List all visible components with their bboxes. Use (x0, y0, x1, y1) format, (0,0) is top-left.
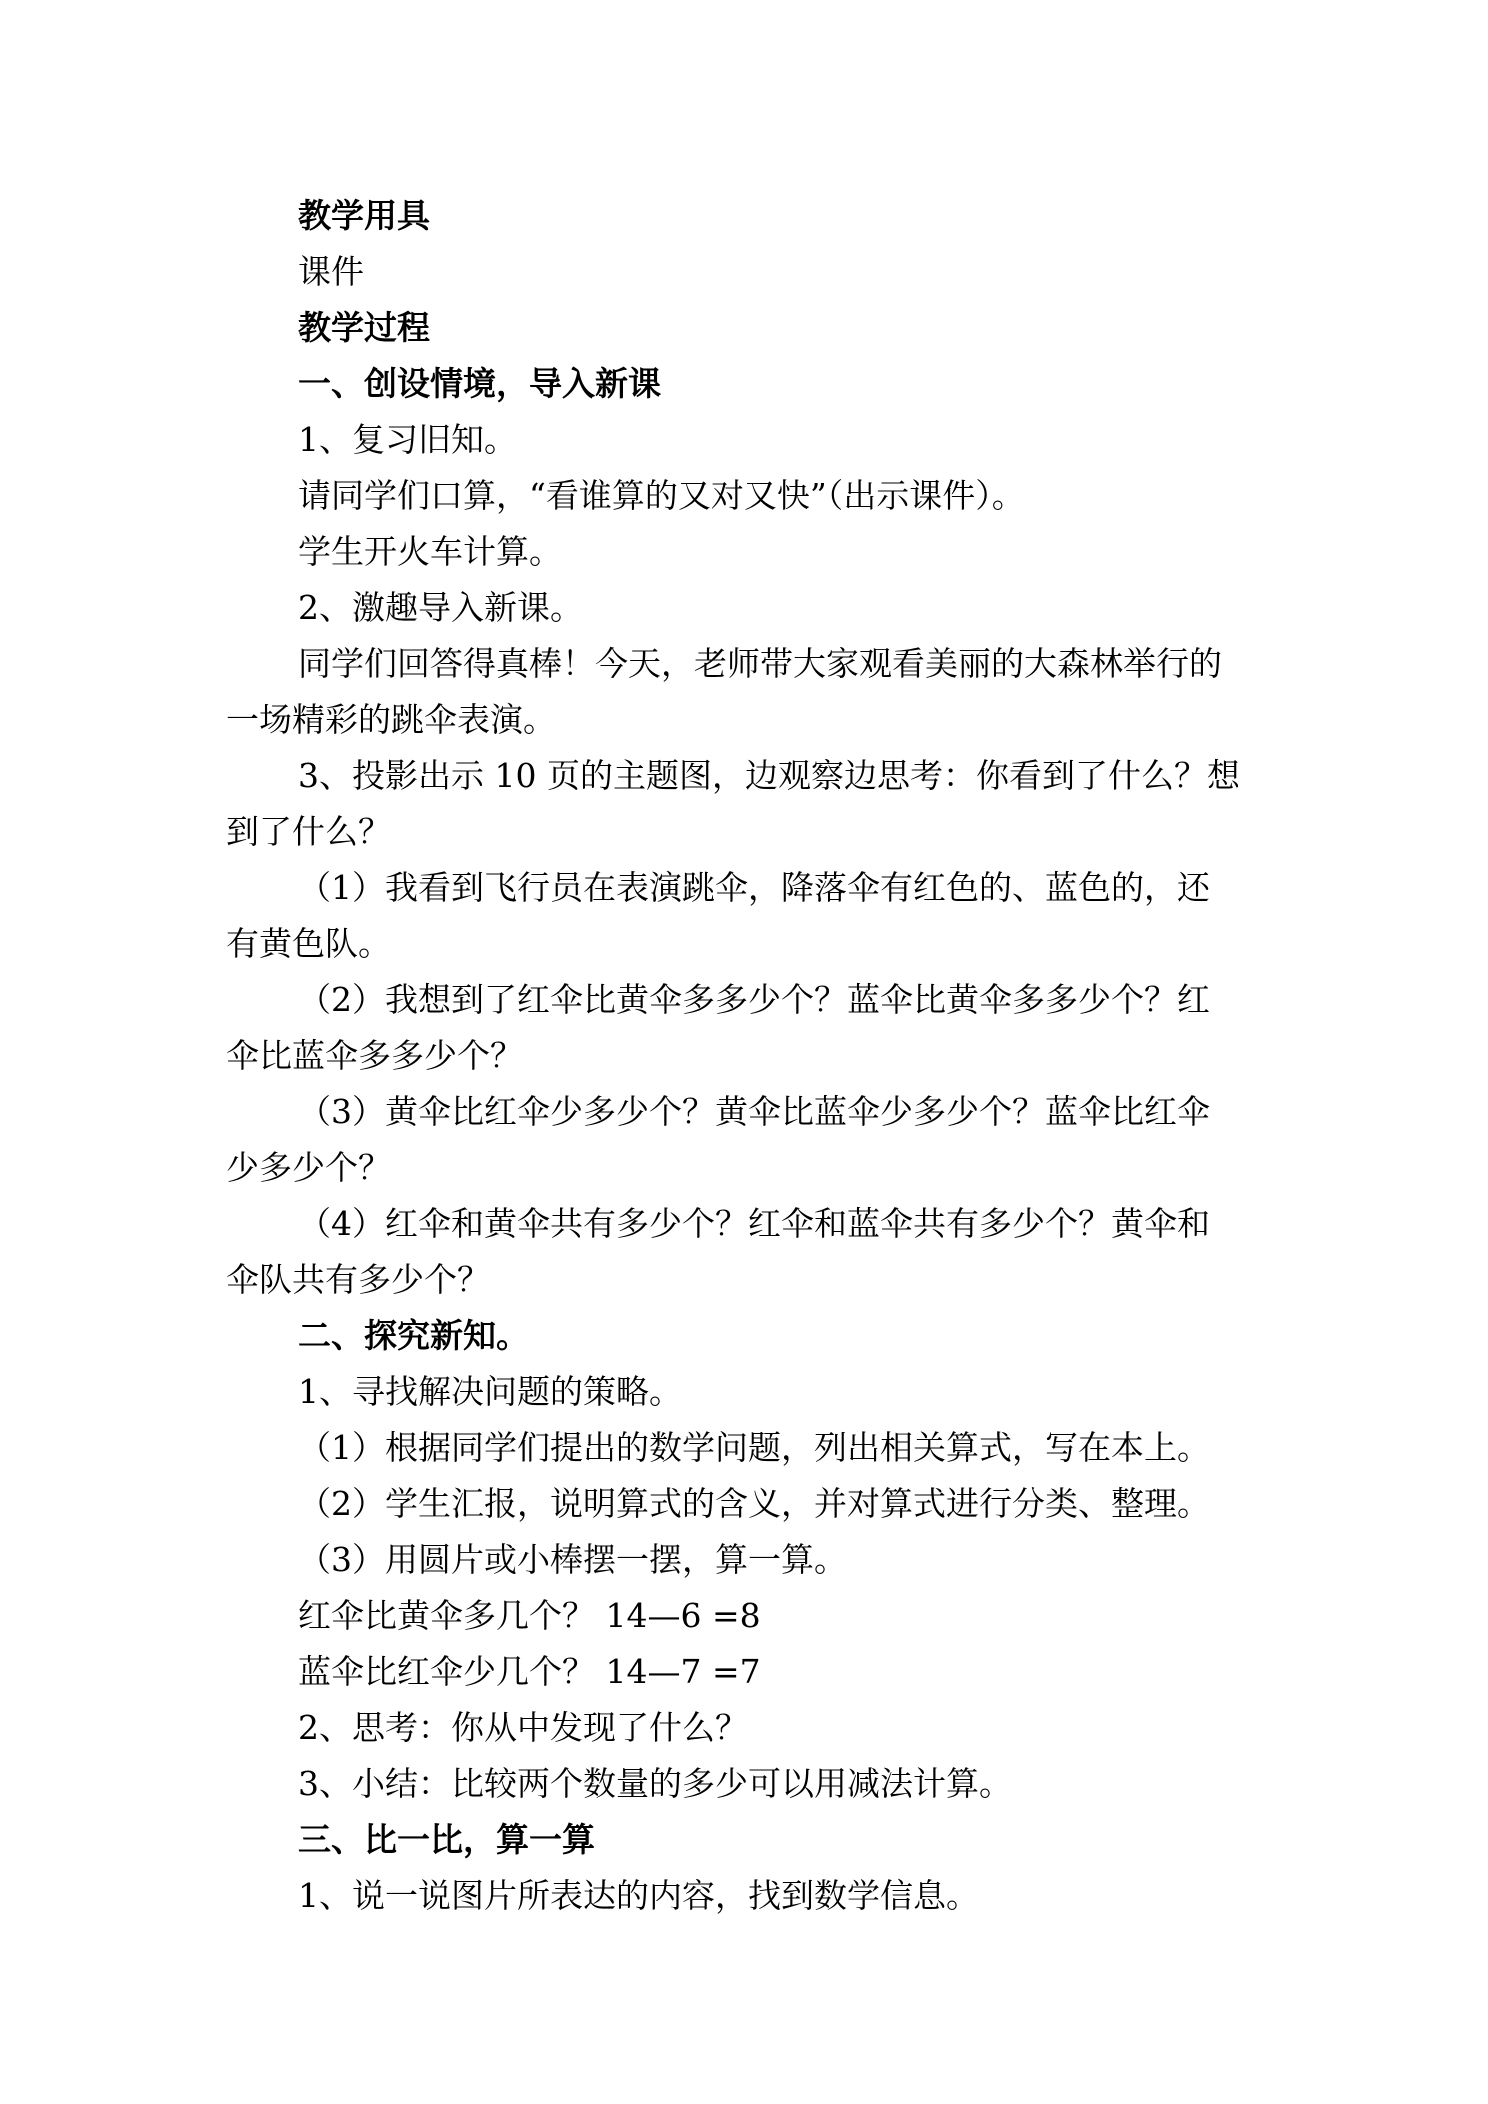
section-heading: 一、创设情境，导入新课 (298, 364, 661, 403)
text-line: 有黄色队。 (226, 924, 391, 963)
text-line: 蓝伞比红伞少几个？ 14—7 =7 (298, 1652, 761, 1691)
text-line: 到了什么？ (226, 812, 391, 851)
text-line: 3、投影出示 10 页的主题图，边观察边思考：你看到了什么？想 (298, 756, 1240, 795)
text-line: （1）根据同学们提出的数学问题，列出相关算式，写在本上。 (298, 1428, 1210, 1467)
text-line: （1）我看到飞行员在表演跳伞，降落伞有红色的、蓝色的，还 (298, 868, 1210, 907)
text-line: 伞比蓝伞多多少个？ (226, 1036, 523, 1075)
text-line: 伞队共有多少个？ (226, 1260, 490, 1299)
text-line: 学生开火车计算。 (298, 532, 562, 571)
text-line: 3、小结：比较两个数量的多少可以用减法计算。 (298, 1764, 1012, 1803)
text-line: 1、复习旧知。 (298, 420, 517, 459)
text-line: 同学们回答得真棒！今天，老师带大家观看美丽的大森林举行的 (298, 644, 1222, 683)
text-line: （3）黄伞比红伞少多少个？黄伞比蓝伞少多少个？蓝伞比红伞 (298, 1092, 1210, 1131)
text-line: 1、说一说图片所表达的内容，找到数学信息。 (298, 1876, 979, 1915)
text-line: 一场精彩的跳伞表演。 (226, 700, 556, 739)
text-line: （3）用圆片或小棒摆一摆，算一算。 (298, 1540, 847, 1579)
text-line: （2）学生汇报，说明算式的含义，并对算式进行分类、整理。 (298, 1484, 1210, 1523)
text-line: （4）红伞和黄伞共有多少个？红伞和蓝伞共有多少个？黄伞和 (298, 1204, 1210, 1243)
text-line: 1、寻找解决问题的策略。 (298, 1372, 682, 1411)
text-line: 2、思考：你从中发现了什么？ (298, 1708, 748, 1747)
section-heading: 二、探究新知。 (298, 1316, 529, 1355)
text-line: （2）我想到了红伞比黄伞多多少个？蓝伞比黄伞多多少个？红 (298, 980, 1210, 1019)
text-line: 请同学们口算，“看谁算的又对又快”（出示课件）。 (298, 476, 1025, 515)
section-heading: 三、比一比，算一算 (298, 1820, 595, 1859)
section-heading: 教学过程 (298, 308, 430, 347)
section-heading: 教学用具 (298, 196, 430, 235)
text-line: 2、激趣导入新课。 (298, 588, 583, 627)
document-body (226, 188, 1272, 1924)
text-line: 课件 (298, 252, 364, 291)
text-line: 红伞比黄伞多几个？ 14—6 =8 (298, 1596, 761, 1635)
text-line: 少多少个？ (226, 1148, 391, 1187)
